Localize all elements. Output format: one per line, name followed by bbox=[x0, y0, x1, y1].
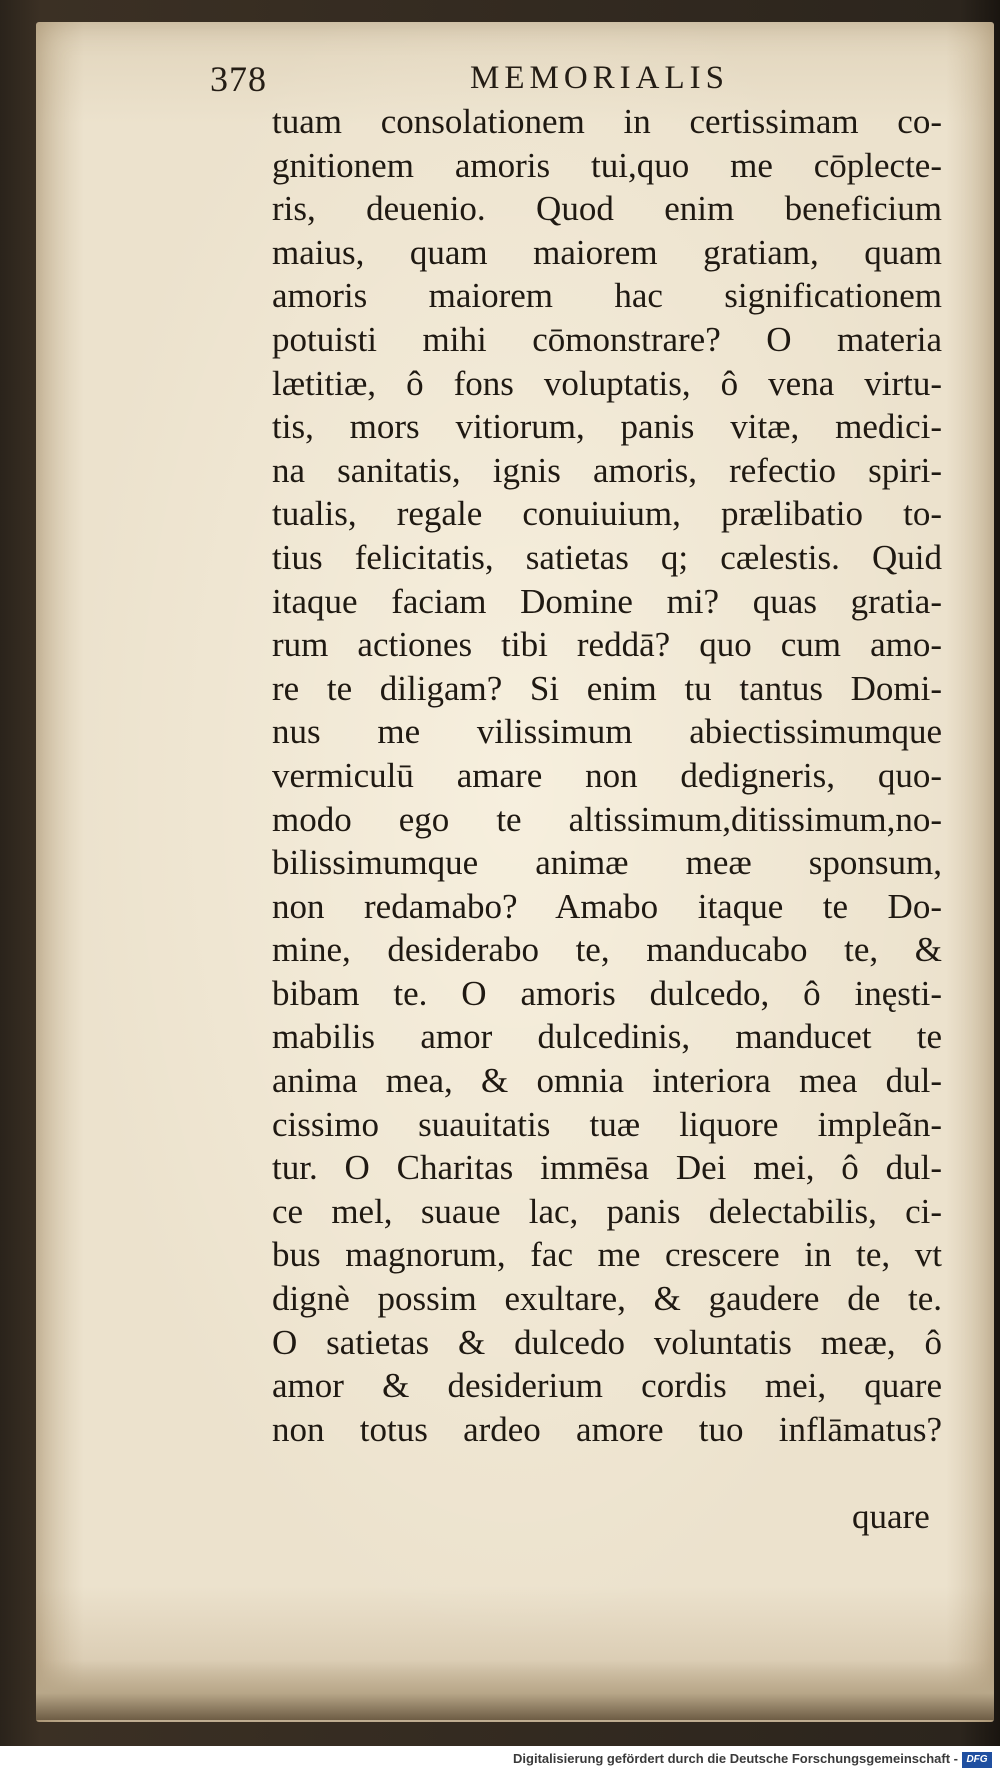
funding-credit: Digitalisierung gefördert durch die Deutsche Forschungsgemeinschaft - bbox=[513, 1751, 958, 1766]
text-line: gnitionem amoris tui,quo me cōplecte- bbox=[272, 145, 942, 185]
text-line: tuam consolationem in certissimam co- bbox=[272, 102, 942, 141]
text-line: O satietas & dulcedo voluntatis meæ, ô bbox=[272, 1322, 942, 1362]
text-line: mabilis amor dulcedinis, manducet te bbox=[272, 1017, 942, 1057]
text-line: modo ego te altissimum,ditissimum,no- bbox=[272, 799, 942, 839]
text-line: vermiculū amare non dedigneris, quo- bbox=[272, 755, 942, 795]
dfg-logo-icon: DFG bbox=[962, 1752, 992, 1768]
text-line: nus me vilissimum abiectissimumque bbox=[272, 712, 942, 752]
text-line: amoris maiorem hac significationem bbox=[272, 276, 942, 316]
text-line: ce mel, suaue lac, panis delectabilis, ci- bbox=[272, 1191, 942, 1231]
body-text bbox=[272, 100, 942, 1451]
running-head: MEMORIALIS bbox=[470, 60, 730, 96]
text-line: re te diligam? Si enim tu tantus Domi- bbox=[272, 668, 942, 708]
text-line: itaque faciam Domine mi? quas gratia- bbox=[272, 581, 942, 621]
text-line: maius, quam maiorem gratiam, quam bbox=[272, 232, 942, 272]
text-line: dignè possim exultare, & gaudere de te. bbox=[272, 1279, 942, 1319]
text-line: non totus ardeo amore tuo inflāmatus? bbox=[272, 1409, 942, 1449]
text-line: tualis, regale conuiuium, prælibatio to- bbox=[272, 494, 942, 534]
catchword: quare bbox=[852, 1497, 930, 1536]
page-edge-shadow bbox=[36, 1660, 994, 1720]
text-line: rum actiones tibi reddā? quo cum amo- bbox=[272, 625, 942, 665]
text-line: na sanitatis, ignis amoris, refectio spiri- bbox=[272, 450, 942, 490]
text-line: ris, deuenio. Quod enim beneficium bbox=[272, 189, 942, 229]
text-line: tur. O Charitas immēsa Dei mei, ô dul- bbox=[272, 1148, 942, 1188]
text-line: potuisti mihi cōmonstrare? O materia bbox=[272, 319, 942, 359]
text-line: tis, mors vitiorum, panis vitæ, medici- bbox=[272, 407, 942, 447]
text-line: amor & desiderium cordis mei, quare bbox=[272, 1366, 942, 1406]
page-number: 378 bbox=[210, 59, 267, 99]
text-line: lætitiæ, ô fons voluptatis, ô vena virtu- bbox=[272, 363, 942, 403]
text-line: mine, desiderabo te, manducabo te, & bbox=[272, 930, 942, 970]
text-line: bibam te. O amoris dulcedo, ô inęsti- bbox=[272, 973, 942, 1013]
text-line: bus magnorum, fac me crescere in te, vt bbox=[272, 1235, 942, 1275]
text-line: anima mea, & omnia interiora mea dul- bbox=[272, 1061, 942, 1101]
text-line: tius felicitatis, satietas q; cælestis. Quid bbox=[272, 537, 942, 577]
text-line: bilissimumque animæ meæ sponsum, bbox=[272, 843, 942, 883]
text-line: non redamabo? Amabo itaque te Do- bbox=[272, 886, 942, 926]
text-line: cissimo suauitatis tuæ liquore impleãn- bbox=[272, 1104, 942, 1144]
